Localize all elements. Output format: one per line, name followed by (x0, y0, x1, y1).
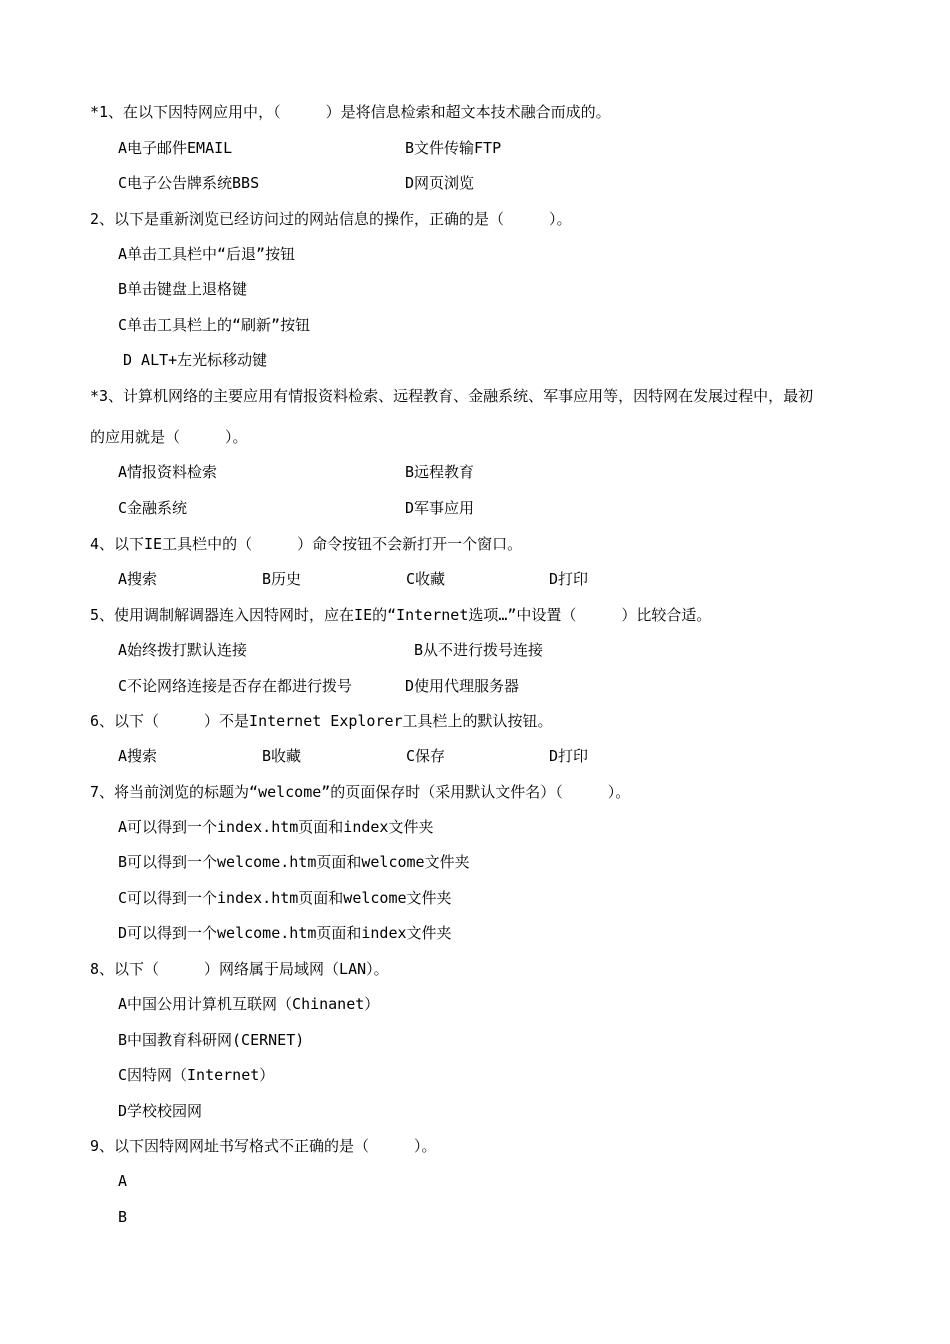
q5-option-d: D使用代理服务器 (405, 677, 520, 695)
q2-option-b: B单击键盘上退格键 (118, 280, 248, 298)
q4-option-d: D打印 (549, 570, 589, 588)
question-5: 5、使用调制解调器连入因特网时，应在IE的“Internet选项…”中设置（ ）比较合适。 (90, 606, 712, 624)
question-9: 9、以下因特网网址书写格式不正确的是（ ）。 (90, 1137, 437, 1155)
q1-option-a: A电子邮件EMAIL (118, 139, 233, 157)
q4-option-c: C收藏 (406, 570, 446, 588)
q9-option-a: A (118, 1172, 128, 1190)
q4-option-a: A搜索 (118, 570, 158, 588)
q3-option-b: B远程教育 (405, 463, 475, 481)
q9-option-b: B (118, 1208, 128, 1226)
q3-option-c: C金融系统 (118, 499, 188, 517)
q1-option-d: D网页浏览 (405, 174, 475, 192)
q4-option-b: B历史 (262, 570, 302, 588)
question-3: *3、计算机网络的主要应用有情报资料检索、远程教育、金融系统、军事应用等，因特网在发展过程中，最初 (90, 387, 814, 405)
q8-option-a: A中国公用计算机互联网（Chinanet） (118, 995, 380, 1013)
question-1: *1、在以下因特网应用中，（ ）是将信息检索和超文本技术融合而成的。 (90, 103, 611, 121)
q8-option-d: D学校校园网 (118, 1102, 203, 1120)
q5-option-c: C不论网络连接是否存在都进行拨号 (118, 677, 353, 695)
q3-option-a: A情报资料检索 (118, 463, 218, 481)
question-6: 6、以下（ ）不是Internet Explorer工具栏上的默认按钮。 (90, 712, 553, 730)
q6-option-b: B收藏 (262, 747, 302, 765)
question-8: 8、以下（ ）网络属于局域网（LAN）。 (90, 960, 389, 978)
q8-option-b: B中国教育科研网(CERNET) (118, 1031, 305, 1049)
q2-option-d: D ALT+左光标移动键 (123, 351, 268, 369)
q1-option-b: B文件传输FTP (405, 139, 502, 157)
q7-option-c: C可以得到一个index.htm页面和welcome文件夹 (118, 889, 452, 907)
q6-option-d: D打印 (549, 747, 589, 765)
question-2: 2、以下是重新浏览已经访问过的网站信息的操作，正确的是（ ）。 (90, 210, 572, 228)
q2-option-a: A单击工具栏中“后退”按钮 (118, 245, 296, 263)
q3-option-d: D军事应用 (405, 499, 475, 517)
q2-option-c: C单击工具栏上的“刷新”按钮 (118, 316, 311, 334)
q6-option-a: A搜索 (118, 747, 158, 765)
question-3-continued: 的应用就是（ ）。 (90, 428, 248, 446)
q8-option-c: C因特网（Internet） (118, 1066, 275, 1084)
q7-option-a: A可以得到一个index.htm页面和index文件夹 (118, 818, 434, 836)
q7-option-d: D可以得到一个welcome.htm页面和index文件夹 (118, 924, 452, 942)
question-7: 7、将当前浏览的标题为“welcome”的页面保存时（采用默认文件名）（ ）。 (90, 783, 631, 801)
q6-option-c: C保存 (406, 747, 446, 765)
q5-option-b: B从不进行拨号连接 (414, 641, 544, 659)
question-4: 4、以下IE工具栏中的（ ）命令按钮不会新打开一个窗口。 (90, 535, 523, 553)
q5-option-a: A始终拨打默认连接 (118, 641, 248, 659)
q7-option-b: B可以得到一个welcome.htm页面和welcome文件夹 (118, 853, 470, 871)
q1-option-c: C电子公告牌系统BBS (118, 174, 260, 192)
